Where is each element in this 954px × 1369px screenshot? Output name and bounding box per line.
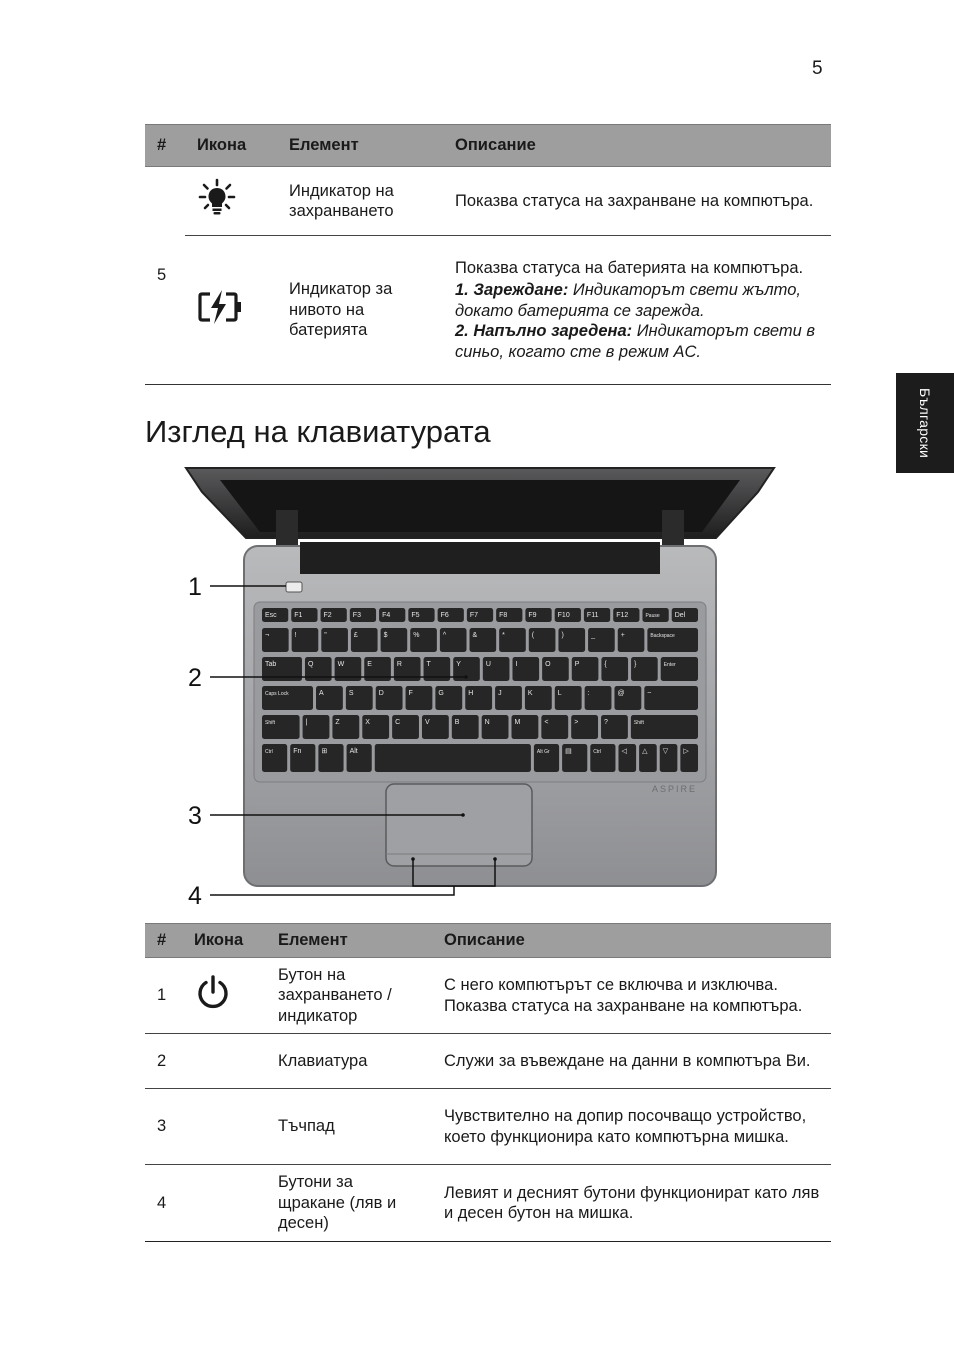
- lightbulb-icon: [197, 178, 237, 218]
- charging-note: [455, 280, 821, 321]
- keyboard-key-label: Backspace: [650, 633, 675, 639]
- language-tab: [896, 373, 954, 473]
- table-header-row: [145, 125, 831, 167]
- keyboard-key-label: |: [305, 719, 308, 726]
- table-row: [145, 1089, 831, 1165]
- header-icon: Икона: [182, 924, 266, 958]
- keyboard-key: [375, 744, 531, 772]
- keyboard-components-table: [145, 923, 831, 1242]
- element-name: Тъчпад: [266, 1089, 432, 1165]
- element-name: Индикатор за нивото на батерията: [277, 236, 443, 385]
- row-number: 4: [145, 1165, 182, 1242]
- keyboard-key-label: I: [515, 661, 518, 668]
- header-element: Елемент: [266, 924, 432, 958]
- keyboard-key-label: A: [319, 690, 324, 697]
- row-number: 2: [145, 1034, 182, 1089]
- keyboard-key-label: F10: [557, 612, 570, 619]
- keyboard-key: [661, 657, 698, 681]
- keyboard-key-label: F6: [440, 612, 449, 619]
- keyboard-key-label: L: [557, 690, 562, 697]
- power-icon: [194, 974, 232, 1012]
- element-description: Служи за въвеждане на данни в компютъра Ви.: [432, 1034, 831, 1089]
- keyboard-key-label: J: [498, 690, 502, 697]
- callout-1: 1: [188, 573, 202, 601]
- keyboard-key-label: S: [348, 690, 354, 697]
- header-element: Елемент: [277, 125, 443, 167]
- element-description: Чувствително на допир посочващо устройство, което функционира като компютърна мишка.: [432, 1089, 831, 1165]
- row-number: 3: [145, 1089, 182, 1165]
- keyboard-key-label: ^: [442, 632, 447, 639]
- charged-note: [455, 321, 821, 362]
- callout-2: 2: [188, 664, 202, 692]
- element-name: Клавиатура: [266, 1034, 432, 1089]
- table-row: [145, 167, 831, 236]
- icon-cell: [185, 167, 277, 236]
- icon-cell: [182, 1165, 266, 1242]
- keyboard-key-label: V: [424, 719, 430, 726]
- language-tab-label: Български: [917, 387, 933, 459]
- icon-cell: [182, 958, 266, 1034]
- element-name: Бутон на захранването / индикатор: [266, 958, 432, 1034]
- keyboard-key-label: E: [367, 661, 372, 668]
- keyboard-key-label: Shift: [633, 720, 644, 726]
- charging-note-label: 1. Зареждане:: [455, 281, 569, 300]
- table-row: [145, 236, 831, 385]
- callout-3: 3: [188, 802, 202, 830]
- keyboard-key-label: F: [408, 690, 413, 697]
- keyboard-key-label: N: [484, 719, 490, 726]
- keyboard-key-label: Pause: [645, 613, 660, 619]
- keyboard-key-label: Caps Lock: [265, 691, 289, 697]
- keyboard-key-label: Y: [456, 661, 461, 668]
- keyboard-key-label: ▤: [565, 748, 572, 755]
- keyboard-key-label: F9: [528, 612, 537, 619]
- callout-4: 4: [188, 882, 202, 910]
- icon-cell: [182, 1034, 266, 1089]
- header-number: #: [145, 125, 185, 167]
- table-row: [145, 1165, 831, 1242]
- charging-note-text: Индикаторът свети жълто, докато батерията се зарежда.: [455, 281, 801, 320]
- keyboard-key-label: <: [544, 719, 549, 726]
- keyboard-key-label: ◁: [621, 748, 627, 755]
- keyboard-key-label: ▷: [683, 748, 689, 755]
- page-number: 5: [812, 58, 823, 79]
- power-button: [286, 582, 302, 592]
- section-title: Изглед на клавиатурата: [145, 414, 491, 449]
- keyboard-key-label: @: [617, 690, 625, 697]
- keyboard-key-label: F8: [499, 612, 508, 619]
- icon-cell: [185, 236, 277, 385]
- keyboard-key-label: Fn: [293, 748, 302, 755]
- keyboard-key-label: ¬: [265, 632, 270, 639]
- keyboard-key-label: F12: [616, 612, 629, 619]
- element-description: Левият и десният бутони функционират като ляв и десен бутон на мишка.: [432, 1165, 831, 1242]
- keyboard-key-label: Enter: [663, 662, 676, 668]
- keyboard-key-label: ): [561, 632, 564, 639]
- keyboard-key-label: Q: [307, 661, 314, 668]
- keyboard-key-label: +: [620, 632, 625, 639]
- keyboard-key-label: :: [587, 690, 590, 697]
- keyboard-key-label: £: [353, 632, 358, 639]
- keyboard-key-label: {: [604, 661, 607, 668]
- keyboard-key-label: F4: [382, 612, 391, 619]
- keyboard-key-label: ~: [647, 690, 652, 697]
- keyboard-key-label: D: [378, 690, 384, 697]
- table-header-row: [145, 924, 831, 958]
- keyboard-key-label: Ctrl: [593, 749, 602, 755]
- keyboard-key-label: Shift: [265, 720, 276, 726]
- keyboard-key-label: ▽: [662, 748, 669, 755]
- charged-note-text: Индикаторът свети в синьо, когато сте в режим AC.: [455, 322, 815, 361]
- keyboard-key: [647, 628, 698, 652]
- header-number: #: [145, 924, 182, 958]
- keyboard-key-label: _: [591, 632, 595, 639]
- keyboard-key-label: P: [574, 661, 580, 668]
- keyboard-key-label: %: [413, 632, 420, 639]
- keyboard-key-label: Z: [335, 719, 340, 726]
- keyboard-key-label: X: [365, 719, 370, 726]
- indicator-table: [145, 124, 831, 385]
- keyboard-key-label: T: [426, 661, 431, 668]
- keyboard-key-label: △: [642, 748, 648, 755]
- keyboard-key-label: Ctrl: [265, 749, 273, 755]
- element-description-cell: [443, 236, 831, 385]
- laptop-illustration: [180, 462, 780, 912]
- row-number: 5: [157, 266, 167, 285]
- element-name: Бутони за щракане (ляв и десен): [266, 1165, 432, 1242]
- keyboard-key-label: M: [514, 719, 521, 726]
- table-row: [145, 958, 831, 1034]
- keyboard-key-label: Alt Gr: [536, 749, 550, 755]
- keyboard-key-label: Tab: [265, 661, 277, 668]
- keyboard-key-label: Alt: [349, 748, 358, 755]
- keyboard-key: [644, 686, 698, 710]
- charged-note-label: 2. Напълно заредена:: [455, 322, 633, 341]
- keyboard-key-label: R: [396, 661, 402, 668]
- keyboard-key-label: K: [527, 690, 533, 697]
- keyboard-key-label: ?: [604, 719, 608, 726]
- keyboard-key-label: B: [454, 719, 460, 726]
- keyboard-key-label: !: [294, 632, 297, 639]
- keyboard-key-label: F5: [411, 612, 420, 619]
- keyboard-key-label: F7: [469, 612, 479, 619]
- keyboard-key: [262, 686, 313, 710]
- icon-cell: [182, 1089, 266, 1165]
- keyboard-key-label: W: [337, 661, 345, 668]
- header-icon: Икона: [185, 125, 277, 167]
- keyboard-key-label: &: [472, 632, 478, 639]
- header-description: Описание: [432, 924, 831, 958]
- keyboard-key-label: Esc: [265, 612, 277, 619]
- keyboard-key-label: F1: [294, 612, 303, 619]
- battery-charging-icon: [197, 289, 243, 325]
- keyboard-figure: [180, 462, 780, 912]
- header-description: Описание: [443, 125, 831, 167]
- keyboard-key-label: O: [545, 661, 551, 668]
- keyboard-key-label: C: [395, 719, 401, 726]
- element-description: Показва статуса на захранване на компютъра.: [455, 191, 814, 210]
- brand-logo: ASPIRE: [652, 784, 698, 794]
- keyboard-key-label: }: [634, 661, 637, 668]
- keyboard-key-label: F3: [352, 612, 361, 619]
- row-number: 1: [145, 958, 182, 1034]
- keyboard-key-label: Del: [674, 612, 686, 619]
- keyboard-key-label: G: [438, 690, 444, 697]
- keyboard-key-label: >: [574, 719, 579, 726]
- keyboard-key: [262, 715, 300, 739]
- keyboard-key-label: H: [468, 690, 474, 697]
- element-description: Показва статуса на батерията на компютъра.: [455, 258, 804, 277]
- keyboard-key-label: U: [485, 661, 491, 668]
- keyboard-key-label: *: [502, 632, 505, 639]
- keyboard-key: [631, 715, 698, 739]
- keyboard-key-label: ⊞: [321, 748, 328, 755]
- keyboard-key-label: (: [531, 632, 535, 639]
- table-row: [145, 1034, 831, 1089]
- keyboard-key-label: F11: [586, 612, 599, 619]
- element-description: С него компютърът се включва и изключва. Показва статуса на захранване на компютъра.: [432, 958, 831, 1034]
- keyboard-key-label: F2: [323, 612, 332, 619]
- keyboard-key-label: $: [383, 632, 388, 639]
- element-name: Индикатор на захранването: [289, 181, 394, 220]
- keyboard-keys: [262, 608, 698, 772]
- keyboard-key-label: ": [324, 632, 327, 639]
